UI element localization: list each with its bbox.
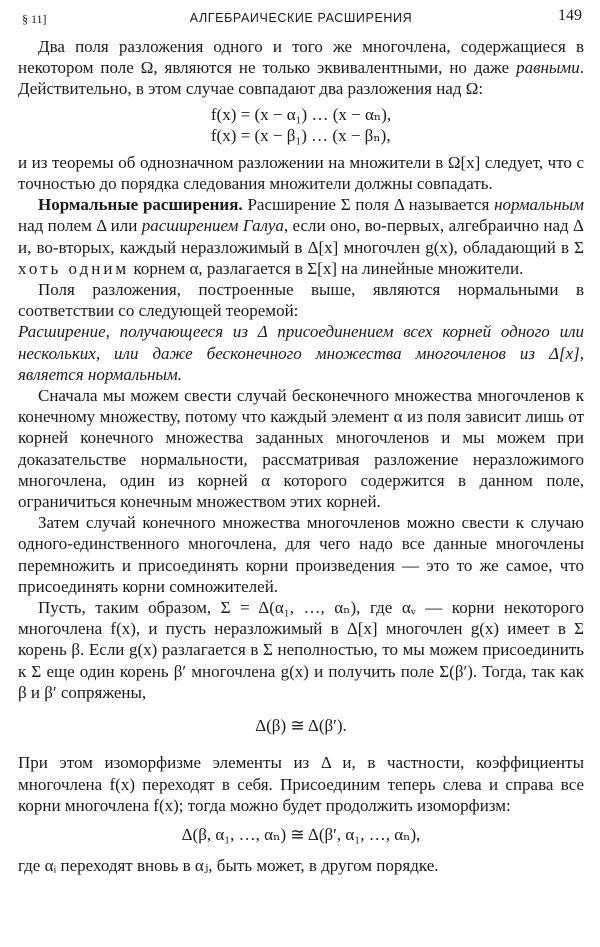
- equation-extended-isomorphism: Δ(β, α₁, …, αₙ) ≅ Δ(β′, α₁, …, αₙ),: [181, 824, 421, 844]
- running-header: [18, 6, 584, 32]
- section-heading-normal-extensions: Нормальные расширения.: [38, 195, 243, 215]
- paragraph-split-fields: Два поля разложения одного и того же многочлена, содержащиеся в некотором поле Ω, являются не только эквивалентными, но даже равными. Действительно, в этом случае совпадают два разложения над Ω:: [18, 37, 584, 99]
- running-title: АЛГЕБРАИЧЕСКИЕ РАСШИРЕНИЯ: [189, 11, 413, 25]
- equation-isomorphism: Δ(β) ≅ Δ(β′).: [255, 716, 347, 736]
- book-page: [18, 6, 584, 876]
- emphasis-equal: равными: [516, 58, 580, 78]
- paragraph-proof: Пусть, таким образом, Σ = Δ(α₁, …, αₙ), где αᵥ — корни некоторого многочлена f(x), и пусть неразложимый в Δ[x] многочлен g(x) имеет в Σ корень β. Если g(x) разлагается в Σ неполностью, то мы можем присоединить к Σ еще один корень β′ многочлена g(x) и получить поле Σ(β′). Тогда, так как β и β′ сопряжены,: [18, 598, 584, 702]
- paragraph-roots-permuted: где αᵢ переходят вновь в αⱼ, быть может, в другом порядке.: [18, 856, 439, 876]
- equation-line-alpha: f(x) = (x − α₁) … (x − αₙ),: [210, 104, 392, 124]
- page-number: 149: [558, 7, 582, 24]
- paragraph-normal-extensions: Нормальные расширения. Расширение Σ поля Δ называется нормальным над полем Δ или расширением Галуа, если оно, во-первых, алгебраично над Δ и, во-вторых, каждый неразложимый в Δ[x] многочлен g(x), обладающий в Σ хоть одним корнем α, разлагается в Σ[x] на линейные множители.: [18, 195, 585, 278]
- section-marker: § 11]: [22, 12, 47, 26]
- theorem-statement: Расширение, получающееся из Δ присоединением всех корней одного или нескольких, или даже бесконечного множества многочленов из Δ[x], является нормальным.: [18, 322, 584, 384]
- paragraph-isomorphism-extension: При этом изоморфизме элементы из Δ и, в частности, коэффициенты многочлена f(x) переходят в себя. Присоединим теперь слева и справа все корни многочлена f(x); тогда можно будет продолжить изоморфизм:: [18, 753, 584, 815]
- paragraph-splitting-fields-normal: Поля разложения, построенные выше, являются нормальными в соответствии со следующей теоремой:: [18, 280, 584, 321]
- page-body: [18, 36, 584, 876]
- paragraph-reduce-to-finite: Сначала мы можем свести случай бесконечного множества многочленов к конечному множеству, потому что каждый элемент α из поля зависит лишь от корней конечного множества заданных многочленов и мы можем при доказательстве нормальности, рассматривая разложение неразложимого многочлена, один из корней α которого содержится в данном поле, ограничиться конечным множеством этих корней.: [18, 386, 584, 512]
- paragraph-reduce-to-single: Затем случай конечного множества многочленов можно свести к случаю одного-единственного многочлена, для чего надо все данные многочлены перемножить и присоединять корни произведения — это то же самое, что присоединять корни сомножителей.: [18, 513, 584, 596]
- equation-line-beta: f(x) = (x − β₁) … (x − βₙ),: [210, 125, 391, 145]
- equation-factorizations: [18, 104, 584, 146]
- paragraph-unique-factorization: и из теоремы об однозначном разложении на множители в Ω[x] следует, что с точностью до порядка следования множители должны совпадать.: [18, 152, 584, 194]
